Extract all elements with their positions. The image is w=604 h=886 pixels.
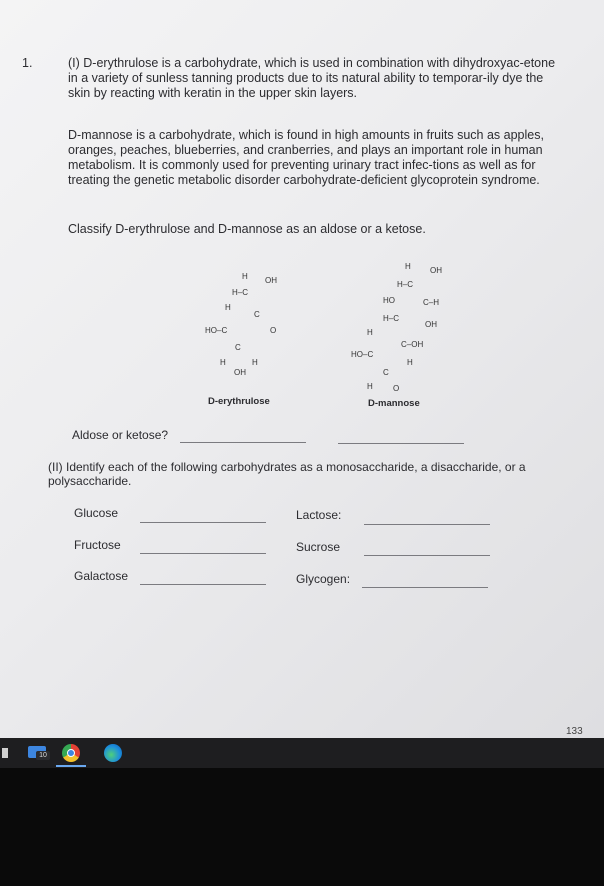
sucrose-answer-line[interactable] — [364, 555, 490, 556]
lactose-answer-line[interactable] — [364, 524, 490, 525]
aldose-ketose-prompt: Aldose or ketose? — [72, 428, 169, 442]
mannose-description: D-mannose is a carbohydrate, which is found in high amounts in fruits such as apples, oranges, peaches, blueberries, and cranberries, and plays an important role in human metabolism. It is commonly used for preventing urinary tract infec-tions as well as for treating the genetic metabolic disorder carbohydrate-deficient glycoprotein syndrome. — [68, 128, 544, 187]
lactose-label: Lactose: — [296, 508, 342, 522]
glycogen-answer-line[interactable] — [362, 587, 488, 588]
chrome-icon[interactable] — [62, 744, 80, 762]
fructose-answer-line[interactable] — [140, 553, 266, 554]
taskbar — [0, 740, 604, 768]
taskbar-indicator-icon — [2, 748, 8, 758]
classify-instruction: Classify D-erythrulose and D-mannose as an aldose or a ketose. — [68, 222, 426, 236]
galactose-answer-line[interactable] — [140, 584, 266, 585]
mannose-answer-line[interactable] — [338, 443, 464, 444]
glucose-label: Glucose — [74, 506, 119, 520]
active-app-underline — [56, 765, 86, 767]
question-number: 1. — [22, 56, 33, 70]
mail-badge: 10 — [36, 751, 50, 760]
fructose-label: Fructose — [74, 538, 121, 552]
monitor-base-dark — [0, 768, 604, 886]
glucose-answer-line[interactable] — [140, 522, 266, 523]
part1-intro-text: (I) D-erythrulose is a carbohydrate, which is used in combination with dihydroxyac-etone in a variety of sunless tanning products due to its natural ability to temporar-ily dye the skin by reacting with keratin in the upper skin layers. — [68, 56, 556, 100]
galactose-label: Galactose — [74, 569, 129, 583]
erythrulose-label: D-erythrulose — [208, 396, 270, 407]
mannose-structure: H OH H–C HO C–H H–C OH H C–OH HO–C H C H O — [351, 262, 442, 393]
part2-instruction: (II) Identify each of the following carbohydrates as a monosaccharide, a disaccharide, or a polysaccharide. — [48, 460, 526, 488]
glycogen-label: Glycogen: — [296, 572, 351, 586]
page-number: 133 — [566, 726, 583, 737]
sucrose-label: Sucrose — [296, 540, 341, 554]
mannose-label: D-mannose — [368, 398, 420, 409]
erythrulose-answer-line[interactable] — [180, 442, 306, 443]
erythrulose-structure: H OH H–C H C HO–C O C H H OH — [205, 272, 277, 377]
edge-icon[interactable] — [104, 744, 122, 762]
